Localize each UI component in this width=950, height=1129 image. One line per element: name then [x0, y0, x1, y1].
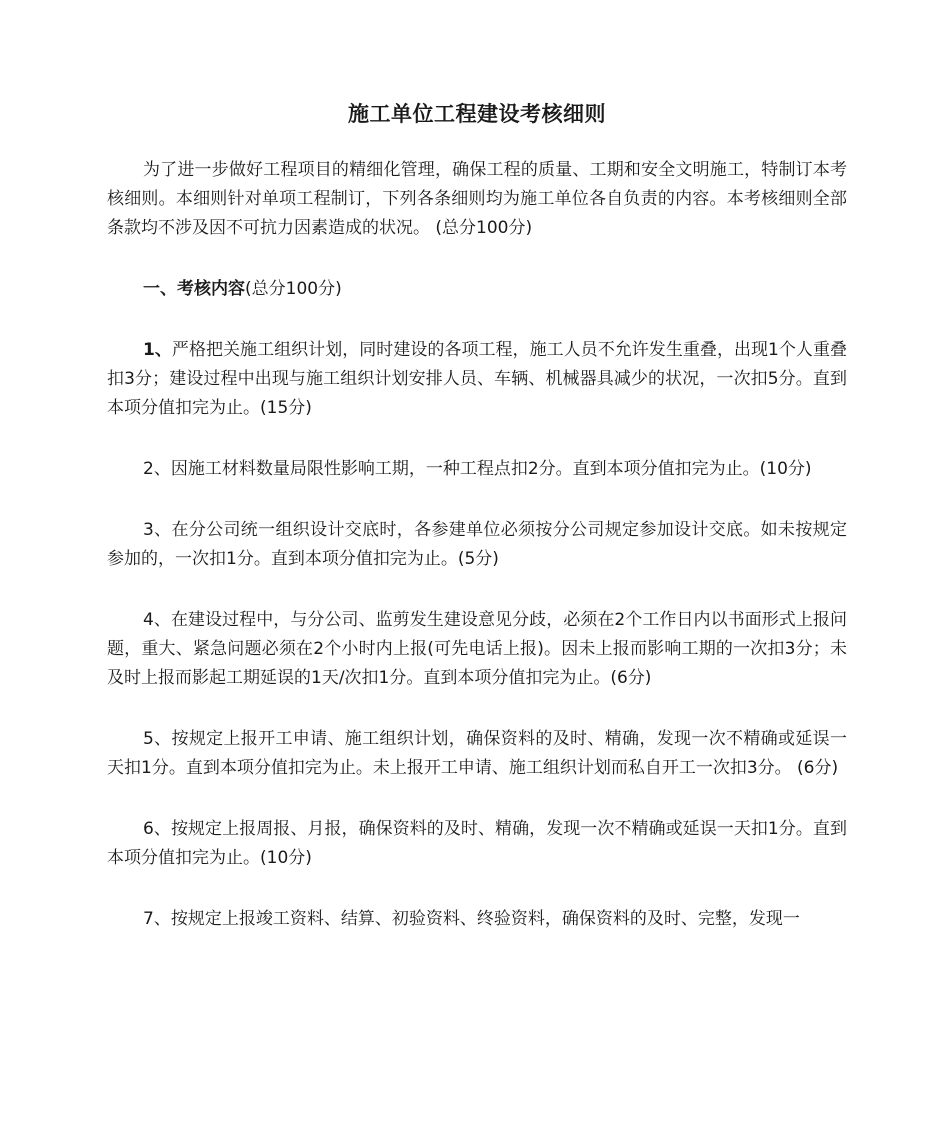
list-item: [107, 606, 847, 693]
section-heading-score: (总分100分): [245, 279, 342, 299]
item-text: 因施工材料数量局限性影响工期，一种工程点扣2分。直到本项分值扣完为止。(10分): [170, 459, 812, 479]
list-item: [107, 455, 847, 484]
list-item: [107, 336, 847, 423]
intro-paragraph: 为了进一步做好工程项目的精细化管理，确保工程的质量、工期和安全文明施工，特制订本考核细则。本细则针对单项工程制订，下列各条细则均为施工单位各自负责的内容。本考核细则全部条款均不涉及因不可抗力因素造成的状况。 (总分100分): [107, 160, 847, 238]
document-title: 施工单位工程建设考核细则: [348, 102, 606, 126]
section-heading-label: 一、考核内容: [143, 279, 245, 299]
document-page: [107, 96, 847, 966]
item-number: 7、: [143, 909, 171, 929]
item-text: 按规定上报竣工资料、结算、初验资料、终验资料，确保资料的及时、完整，发现一: [170, 909, 800, 929]
item-text: 在建设过程中，与分公司、监剪发生建设意见分歧，必须在2个工作日内以书面形式上报问题，重大、紧急问题必须在2个小时内上报(可先电话上报)。因未上报而影响工期的一次扣3分；未及时上报而影起工期延误的1天/次扣1分。直到本项分值扣完为止。(6分): [107, 610, 847, 688]
item-text: 在分公司统一组织设计交底时，各参建单位必须按分公司规定参加设计交底。如未按规定参加的，一次扣1分。直到本项分值扣完为止。(5分): [107, 520, 847, 569]
item-text: 严格把关施工组织计划，同时建设的各项工程，施工人员不允许发生重叠，出现1个人重叠扣3分；建设过程中出现与施工组织计划安排人员、车辆、机械器具减少的状况，一次扣5分。直到本项分值扣完为止。(15分): [107, 340, 847, 418]
item-number: 1、: [143, 340, 172, 360]
section-heading: [107, 275, 847, 304]
list-item: [107, 905, 847, 934]
item-number: 4、: [143, 610, 171, 630]
item-number: 5、: [143, 729, 172, 749]
list-item: [107, 516, 847, 574]
item-number: 6、: [143, 819, 171, 839]
item-number: 2、: [143, 459, 171, 479]
item-number: 3、: [143, 520, 172, 540]
item-text: 按规定上报周报、月报，确保资料的及时、精确，发现一次不精确或延误一天扣1分。直到本项分值扣完为止。(10分): [107, 819, 847, 868]
list-item: [107, 815, 847, 873]
item-text: 按规定上报开工申请、施工组织计划，确保资料的及时、精确，发现一次不精确或延误一天扣1分。直到本项分值扣完为止。未上报开工申请、施工组织计划而私自开工一次扣3分。 (6分): [107, 729, 847, 778]
list-item: [107, 725, 847, 783]
